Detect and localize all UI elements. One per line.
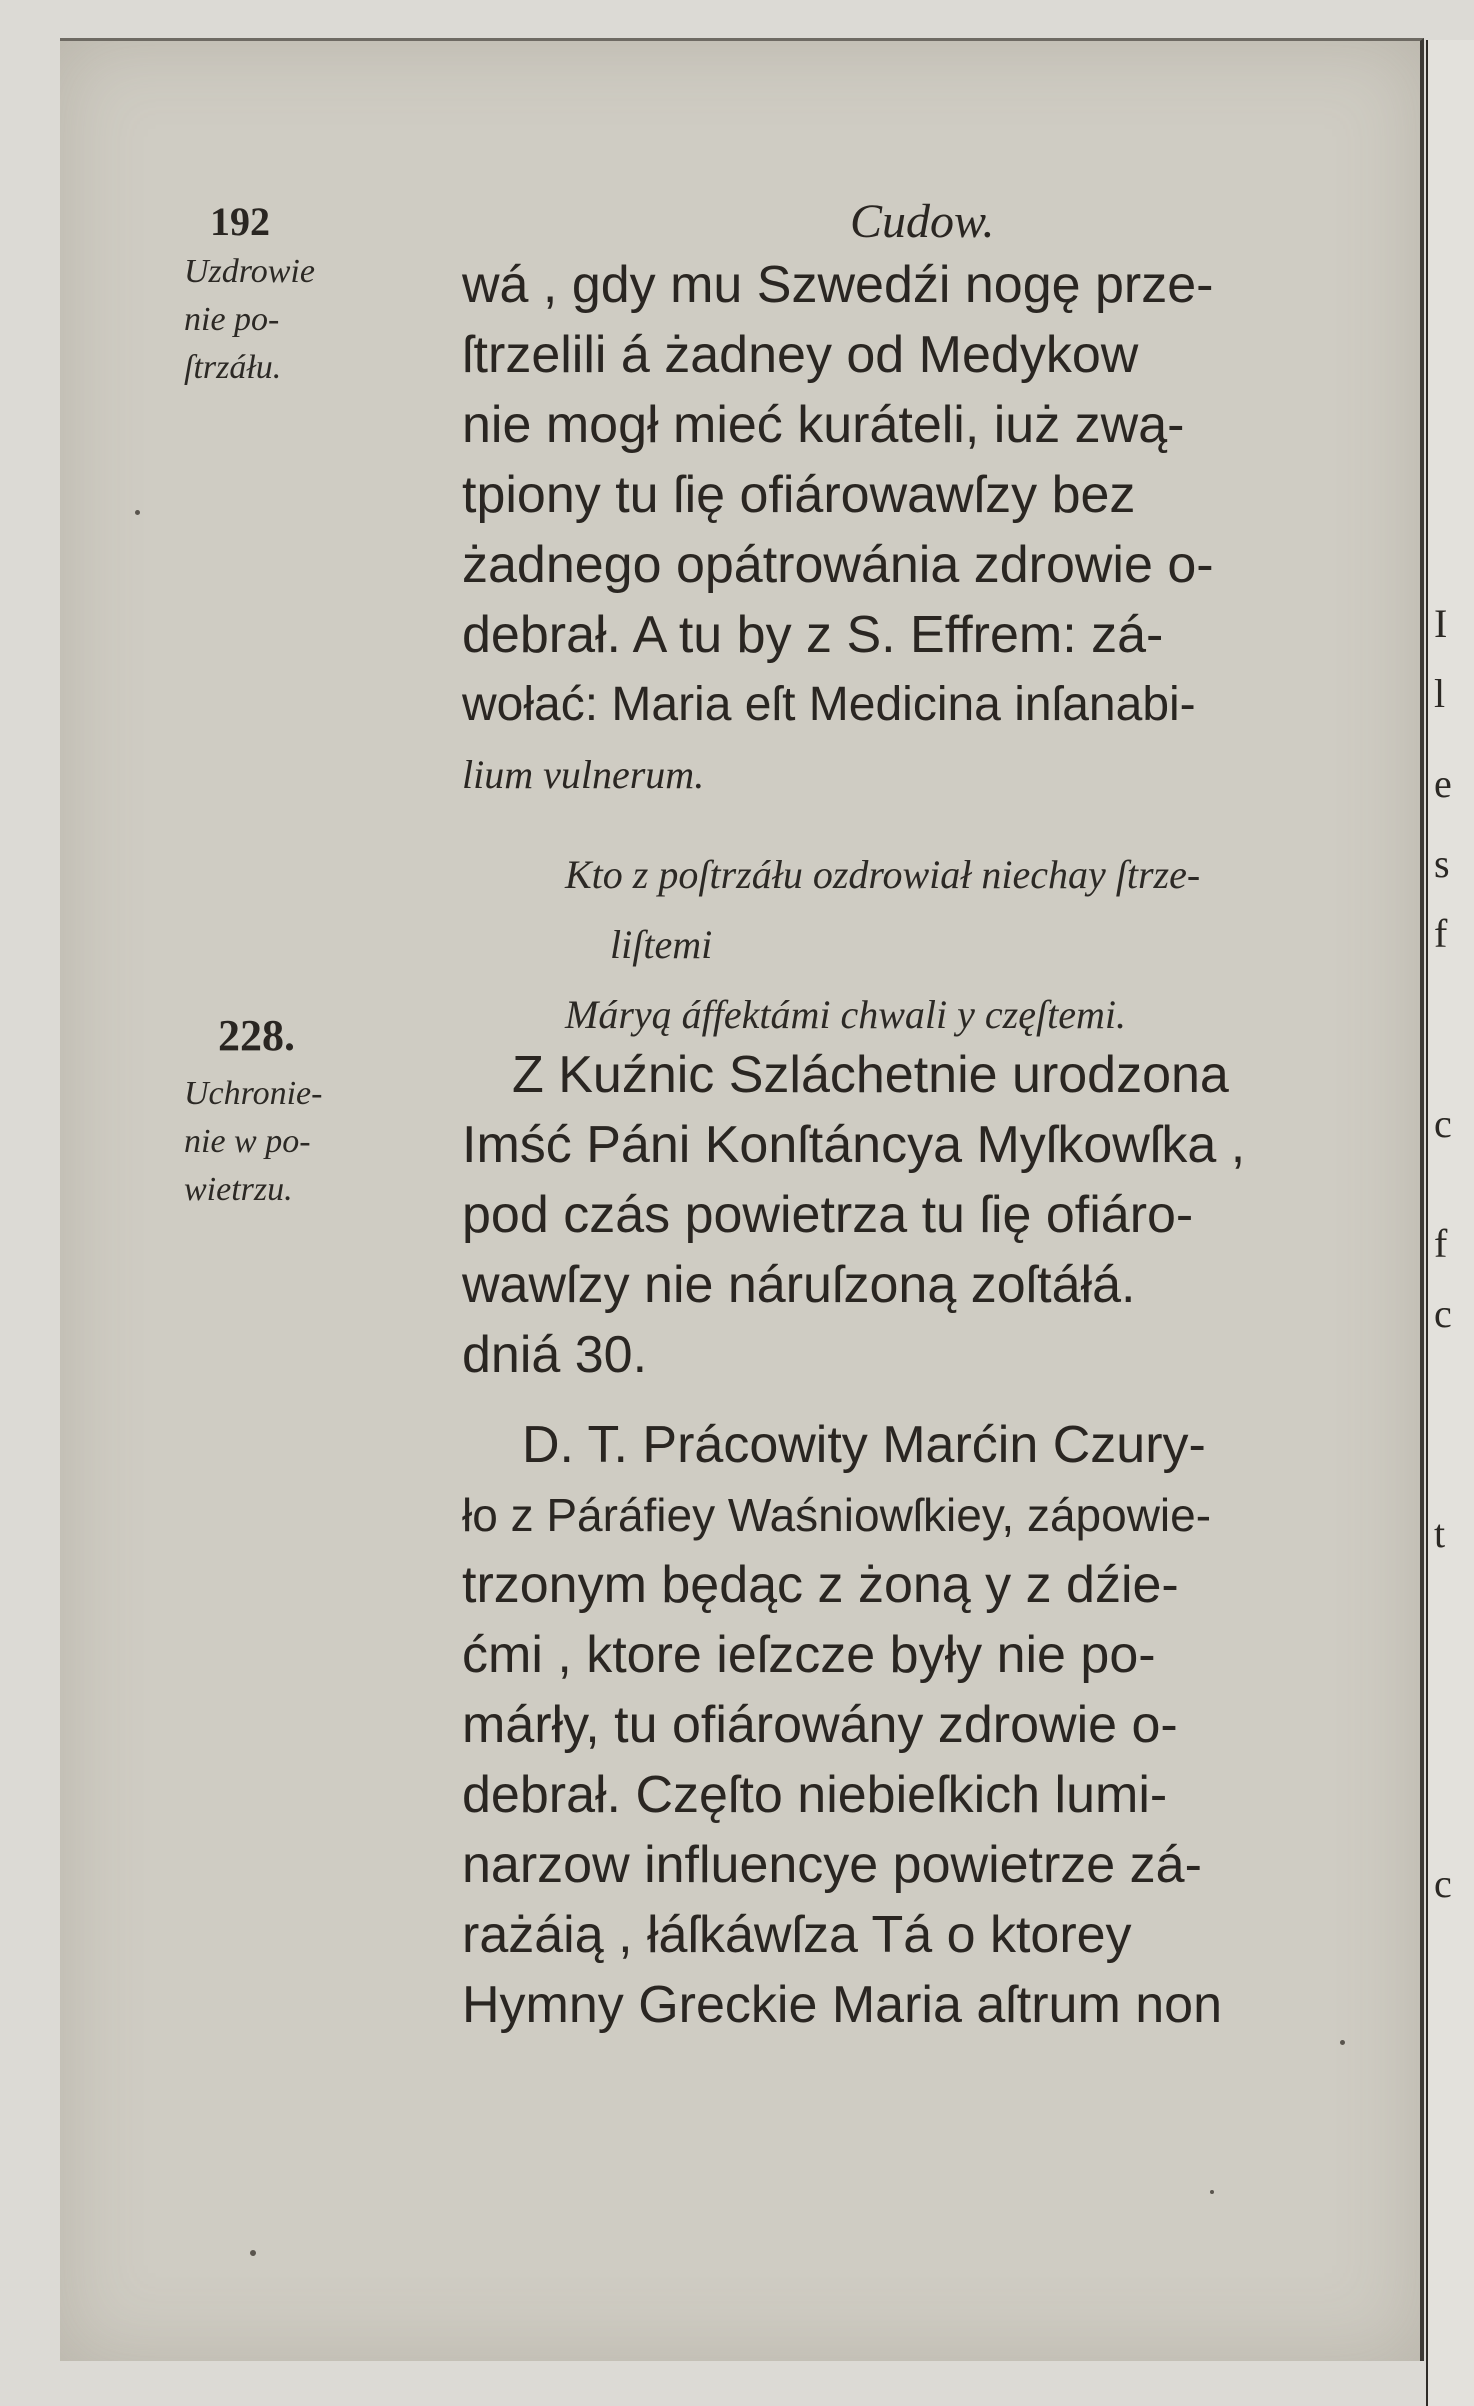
verse-line: Máryą áffektámi chwali y częſtemi. <box>565 992 1126 1037</box>
margin-note-uzdrowienie <box>184 248 464 392</box>
text-line: żadnego opátrowánia zdrowie o- <box>462 536 1214 594</box>
paper-speck <box>1340 2040 1345 2045</box>
paper-speck <box>135 510 140 515</box>
margin-line: ſtrzáłu. <box>184 349 282 386</box>
text-line: wawſzy nie náruſzoną zoſtáłá. <box>462 1256 1136 1314</box>
text-line: wołać: Maria eſt Medicina inſanabi- <box>462 678 1196 731</box>
text-line: debrał. Częſto niebieſkich lumi- <box>462 1766 1168 1824</box>
margin-line: Uzdrowie <box>184 253 315 290</box>
next-page-edge <box>1426 40 1474 2406</box>
text-line: ſtrzelili á żadney od Medykow <box>462 326 1139 384</box>
text-line: narzow influencye powietrze zá- <box>462 1836 1202 1894</box>
text-line: pod czás powietrza tu ſię ofiáro- <box>462 1186 1194 1244</box>
margin-line: nie w po- <box>184 1123 311 1160</box>
text-line: lium vulnerum. <box>462 752 705 797</box>
edge-letter: c <box>1434 1291 1452 1336</box>
text-line: rażáią , łáſkáwſza Tá o ktorey <box>462 1906 1132 1964</box>
edge-letter: I <box>1434 601 1448 646</box>
text-line: ćmi , ktore ieſzcze były nie po- <box>462 1626 1156 1684</box>
paragraph-3 <box>462 1410 1392 2040</box>
text-line: Hymny Greckie Maria aſtrum non <box>462 1976 1222 2034</box>
paper-speck <box>1210 2190 1214 2194</box>
edge-letter: e <box>1434 761 1452 806</box>
text-line: Imść Páni Konſtáncya Myſkowſka , <box>462 1116 1246 1174</box>
text-line: Z Kuźnic Szláchetnie urodzona <box>512 1046 1229 1104</box>
margin-line: wietrzu. <box>184 1171 293 1208</box>
paragraph-1 <box>462 250 1392 810</box>
edge-letter: l <box>1434 671 1446 716</box>
page-number: 192 <box>210 199 270 244</box>
paragraph-2 <box>462 1040 1392 1390</box>
margin-note-uchronienie <box>184 1070 464 1214</box>
running-head: Cudow. <box>850 195 995 248</box>
verse-line: liſtemi <box>610 922 713 967</box>
edge-letter: f <box>1434 1221 1448 1266</box>
text-line: nie mogł mieć kuráteli, iuż zwą- <box>462 396 1185 454</box>
text-line: ło z Páráfiey Waśniowſkiey, zápowie- <box>462 1489 1212 1541</box>
text-line: D. T. Prácowity Marćin Czury- <box>522 1416 1206 1474</box>
margin-line: Uchronie- <box>184 1075 323 1112</box>
edge-letter: f <box>1434 911 1448 956</box>
entry-number: 228. <box>218 1011 295 1060</box>
edge-letter: t <box>1434 1511 1446 1556</box>
verse <box>565 840 1395 1050</box>
edge-letter: s <box>1434 841 1450 886</box>
edge-letter: c <box>1434 1101 1452 1146</box>
paper-speck <box>250 2250 256 2256</box>
text-line: trzonym będąc z żoną y z dźie- <box>462 1556 1179 1614</box>
text-line: tpiony tu ſię ofiárowawſzy bez <box>462 466 1136 524</box>
text-line: debrał. A tu by z S. Effrem: zá- <box>462 606 1164 664</box>
verse-line: Kto z poſtrzáłu ozdrowiał niechay ſtrze- <box>565 852 1201 897</box>
margin-line: nie po- <box>184 301 280 338</box>
text-line: wá , gdy mu Szwedźi nogę prze- <box>462 256 1214 314</box>
text-line: márły, tu ofiárowány zdrowie o- <box>462 1696 1178 1754</box>
edge-letter: c <box>1434 1861 1452 1906</box>
text-line: dniá 30. <box>462 1326 648 1384</box>
